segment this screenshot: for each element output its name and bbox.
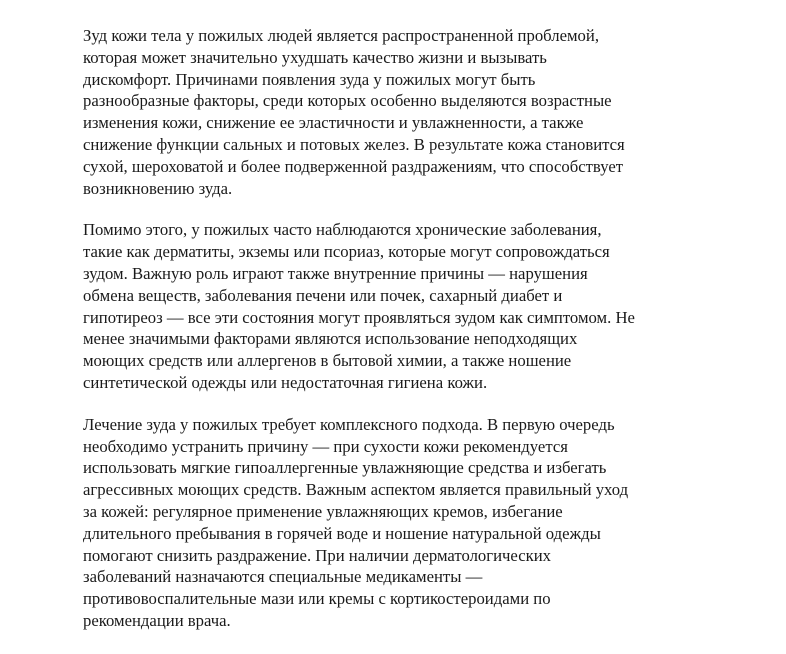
text-line: заболеваний назначаются специальные медикаменты — [83,567,483,587]
text-line: за кожей: регулярное применение увлажняющих кремов, избегание [83,501,563,521]
text-line: агрессивных моющих средств. Важным аспектом является правильный уход [83,480,629,500]
text-line: такие как дерматиты, экземы или псориаз, которые могут сопровождаться [83,242,610,262]
text-line: гипотиреоз — все эти состояния могут проявляться зудом как симптомом. Не [83,307,635,327]
text-line: противовоспалительные мази или кремы с кортикостероидами по [83,589,551,609]
text-line: моющих средств или аллергенов в бытовой химии, а также ношение [83,351,572,371]
text-line: Помимо этого, у пожилых часто наблюдаются хронические заболевания, [83,220,602,240]
text-line: разнообразные факторы, среди которых особенно выделяются возрастные [83,91,612,111]
text-line: необходимо устранить причину — при сухости кожи рекомендуется [83,436,568,456]
paragraph-chronic-diseases [83,219,723,393]
text-line: изменения кожи, снижение ее эластичности и увлажненности, а также [83,113,584,133]
document-body [83,25,723,652]
text-line: Лечение зуда у пожилых требует комплексного подхода. В первую очередь [83,414,615,434]
text-line: рекомендации врача. [83,610,231,630]
text-line: которая может значительно ухудшать качество жизни и вызывать [83,47,547,67]
text-line: возникновению зуда. [83,178,233,198]
text-line: снижение функции сальных и потовых желез. В результате кожа становится [83,134,625,154]
paragraph-itching-causes [83,25,723,199]
text-line: помогают снизить раздражение. При наличии дерматологических [83,545,552,565]
text-line: использовать мягкие гипоаллергенные увлажняющие средства и избегать [83,458,607,478]
text-line: обмена веществ, заболевания печени или почек, сахарный диабет и [83,285,563,305]
text-line: Зуд кожи тела у пожилых людей является распространенной проблемой, [83,26,599,45]
text-line: сухой, шероховатой и более подверженной раздражениям, что способствует [83,156,624,176]
text-line: синтетической одежды или недостаточная гигиена кожи. [83,372,488,392]
text-line: длительного пребывания в горячей воде и ношение натуральной одежды [83,523,601,543]
text-line: дискомфорт. Причинами появления зуда у пожилых могут быть [83,69,536,89]
text-line: зудом. Важную роль играют также внутренние причины — нарушения [83,263,588,283]
paragraph-treatment [83,414,723,632]
text-line: менее значимыми факторами являются использование неподходящих [83,329,578,349]
